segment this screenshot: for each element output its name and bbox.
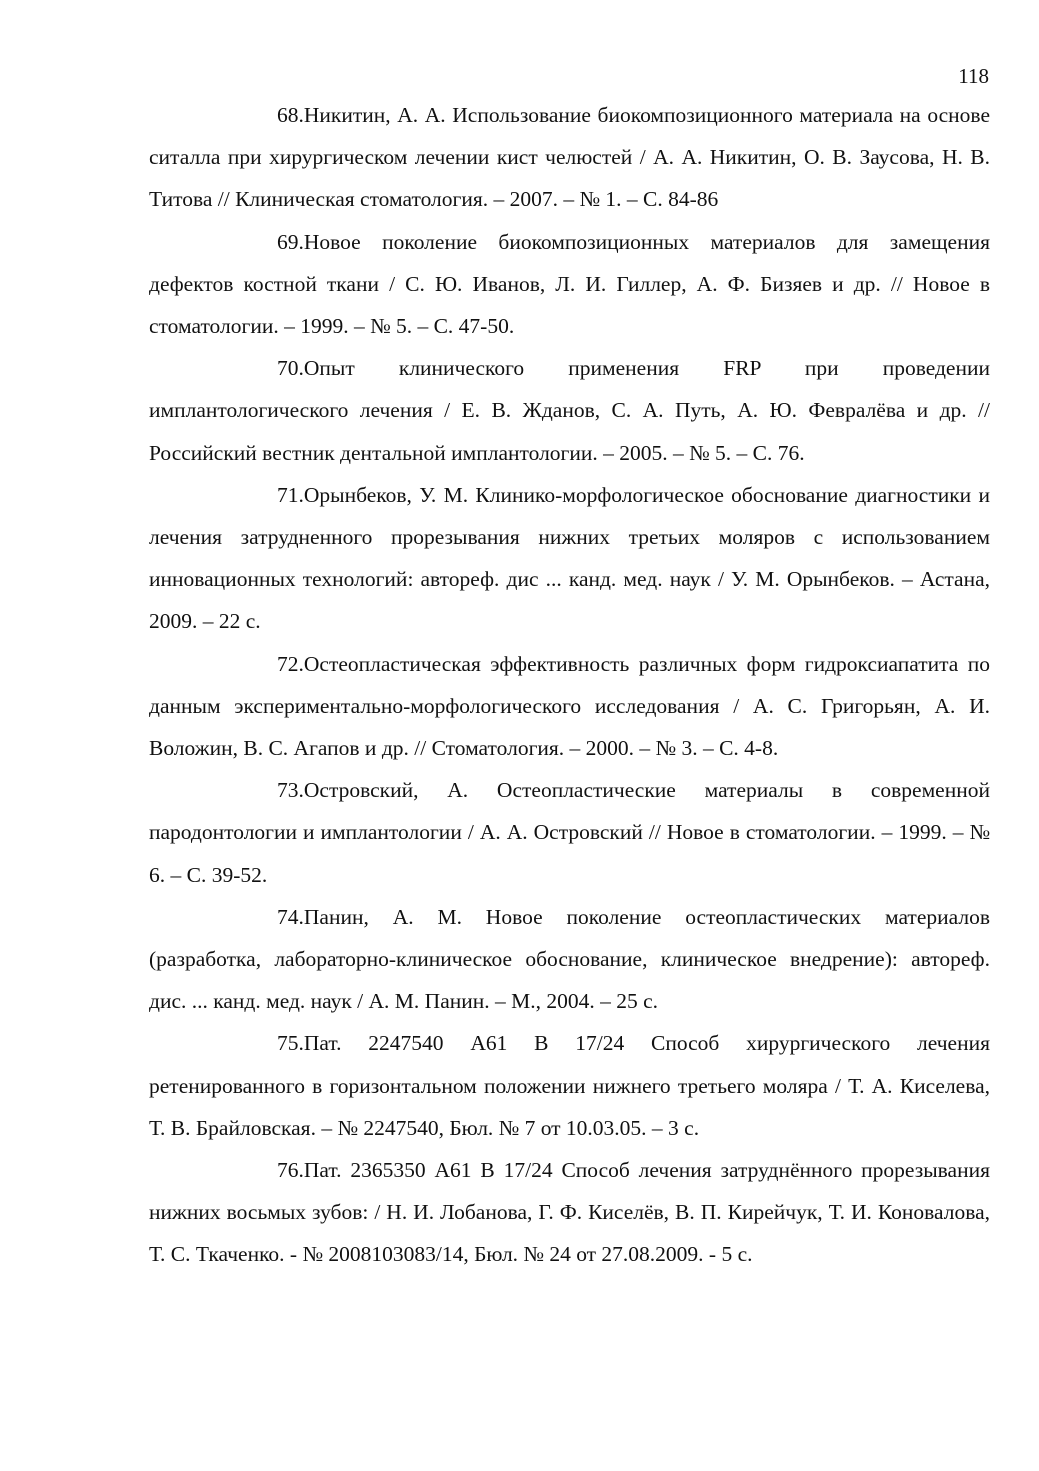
reference-item xyxy=(149,221,990,348)
reference-number: 74. xyxy=(277,904,304,929)
reference-item xyxy=(149,94,990,221)
page-number: 118 xyxy=(958,64,989,88)
reference-item xyxy=(149,896,990,1023)
reference-item xyxy=(149,1022,990,1149)
reference-item xyxy=(149,474,990,643)
reference-item xyxy=(149,347,990,474)
reference-number: 69. xyxy=(277,229,304,254)
reference-number: 76. xyxy=(277,1158,304,1183)
reference-text: Островский, А. Остеопластические материалы в современной пародонтологии и имплантологии / А. А. Островский // Новое в стоматологии. – 1999. – № 6. – С. 39-52. xyxy=(149,778,990,887)
reference-text: Остеопластическая эффективность различных форм гидроксиапатита по данным экспериментально-морфологического исследования / А. С. Григорьян, А. И. Воложин, В. С. Агапов и др. // Стоматология. – 2000. – № 3. – С. 4-8. xyxy=(149,651,990,761)
reference-item xyxy=(149,1149,990,1276)
reference-text: Панин, А. М. Новое поколение остеопластических материалов (разработка, лабораторно-клиническое обоснование, клиническое внедрение): автореф. дис. ... канд. мед. наук / А. М. Панин. – М., 2004. – 25 с. xyxy=(149,904,990,1014)
reference-text: Орынбеков, У. М. Клинико-морфологическое обоснование диагностики и лечения затрудненного прорезывания нижних третьих моляров с использованием инновационных технологий: автореф. дис ... канд. мед. наук / У. М. Орынбеков. – Астана, 2009. – 22 с. xyxy=(149,482,990,634)
reference-number: 72. xyxy=(277,651,304,676)
reference-number: 75. xyxy=(277,1031,304,1056)
reference-text: Никитин, А. А. Использование биокомпозиционного материала на основе ситалла при хирургическом лечении кист челюстей / А. А. Никитин, О. В. Заусова, Н. В. Титова // Клиническая стоматология. – 2007. – № 1. – С. 84-86 xyxy=(149,103,990,212)
reference-text: Опыт клинического применения FRP при проведении имплантологического лечения / Е. В. Жданов, С. А. Путь, А. Ю. Февралёва и др. // Российский вестник дентальной имплантологии. – 2005. – № 5. – С. 76. xyxy=(149,356,990,465)
reference-number: 71. xyxy=(277,482,304,507)
reference-number: 73. xyxy=(277,778,304,803)
reference-number: 70. xyxy=(277,356,304,381)
reference-number: 68. xyxy=(277,103,304,127)
reference-text: Новое поколение биокомпозиционных материалов для замещения дефектов костной ткани / С. Ю. Иванов, Л. И. Гиллер, А. Ф. Бизяев и др. // Новое в стоматологии. – 1999. – № 5. – С. 47-50. xyxy=(149,229,990,339)
reference-item xyxy=(149,643,990,770)
reference-list xyxy=(149,94,990,1276)
reference-text: Пат. 2247540 А61 В 17/24 Способ хирургического лечения ретенированного в горизонтальном положении нижнего третьего моляра / Т. А. Киселева, Т. В. Брайловская. – № 2247540, Бюл. № 7 от 10.03.05. – 3 с. xyxy=(149,1031,990,1140)
reference-text: Пат. 2365350 А61 В 17/24 Способ лечения затруднённого прорезывания нижних восьмых зубов: / Н. И. Лобанова, Г. Ф. Киселёв, В. П. Кирейчук, Т. И. Коновалова, Т. С. Ткаченко. - № 2008103083/14, Бюл. № 24 от 27.08.2009. - 5 с. xyxy=(149,1158,990,1267)
reference-item xyxy=(149,769,990,896)
